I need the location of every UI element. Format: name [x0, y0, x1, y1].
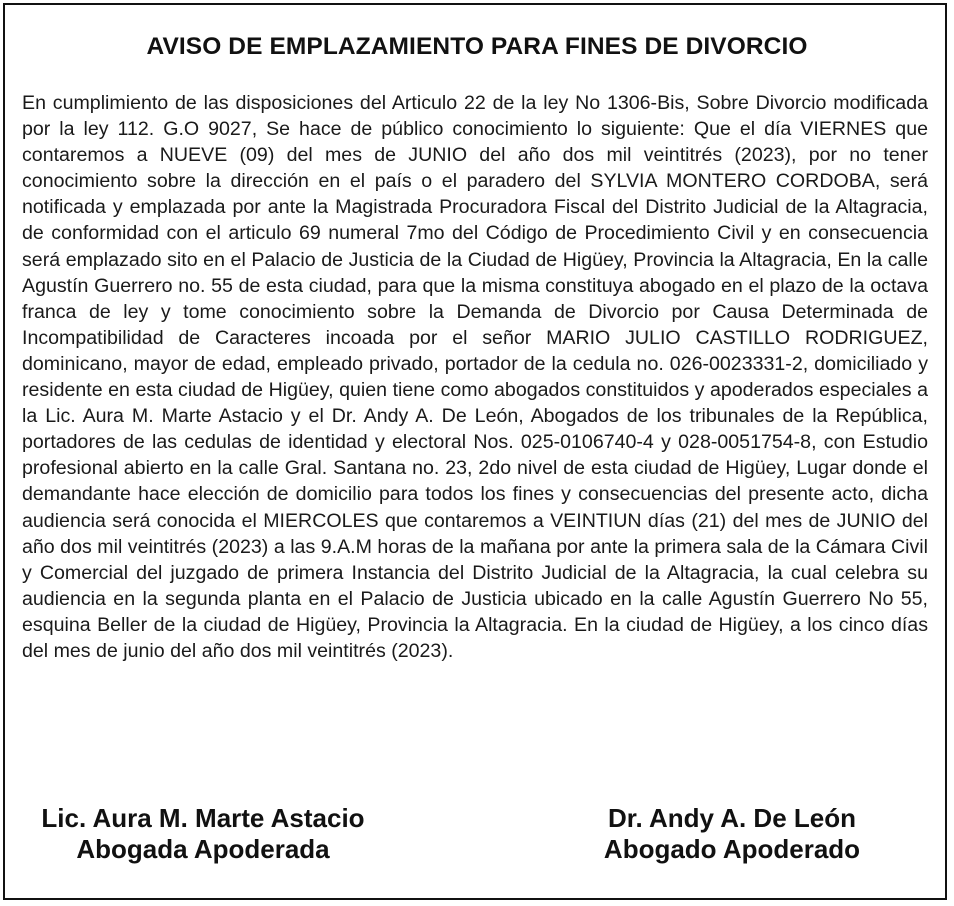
signature-role-right: Abogado Apoderado: [603, 834, 861, 864]
signature-role-left: Abogada Apoderada: [76, 834, 330, 864]
notice-frame: [3, 3, 947, 900]
signature-name-right: Dr. Andy A. De León: [608, 803, 856, 833]
notice-title: AVISO DE EMPLAZAMIENTO PARA FINES DE DIVORCIO: [146, 33, 808, 60]
signature-block-right: [553, 803, 911, 865]
notice-body: En cumplimiento de las disposiciones del Articulo 22 de la ley No 1306-Bis, Sobre Divorcio modificada por la ley 112. G.O 9027, Se hace de público conocimiento lo siguiente: Que el día VIERNES que contaremos a NUEVE (09) del mes de JUNIO del año dos mil veintitrés (2023), por no tener conocimiento sobre la dirección en el país o el paradero del SYLVIA MONTERO CORDOBA, será notificada y emplazada por ante la Magistrada Procuradora Fiscal del Distrito Judicial de la Altagracia, de conformidad con el articulo 69 numeral 7mo del Código de Procedimiento Civil y en consecuencia será emplazado sito en el Palacio de Justicia de la Ciudad de Higüey, Provincia la Altagracia, En la calle Agustín Guerrero no. 55 de esta ciudad, para que la misma constituya abogado en el plazo de la octava franca de ley y tome conocimiento sobre la Demanda de Divorcio por Causa Determinada de Incompatibilidad de Caracteres incoada por el señor MARIO JULIO CASTILLO RODRIGUEZ, dominicano, mayor de edad, empleado privado, portador de la cedula no. 026-0023331-2, domiciliado y residente en esta ciudad de Higüey, quien tiene como abogados constituidos y apoderados especiales a la Lic. Aura M. Marte Astacio y el Dr. Andy A. De León, Abogados de los tribunales de la República, portadores de las cedulas de identidad y electoral Nos. 025-0106740-4 y 028-0051754-8, con Estudio profesional abierto en la calle Gral. Santana no. 23, 2do nivel de esta ciudad de Higüey, Lugar donde el demandante hace elección de domicilio para todos los fines y consecuencias del presente acto, dicha audiencia será conocida el MIERCOLES que contaremos a VEINTIUN días (21) del mes de JUNIO del año dos mil veintitrés (2023) a las 9.A.M horas de la mañana por ante la primera sala de la Cámara Civil y Comercial del juzgado de primera Instancia del Distrito Judicial de la Altagracia, la cual celebra su audiencia en la segunda planta en el Palacio de Justicia ubicado en la calle Agustín Guerrero No 55, esquina Beller de la ciudad de Higüey, Provincia la Altagracia. En la ciudad de Higüey, a los cinco días del mes de junio del año dos mil veintitrés (2023).: [22, 92, 928, 662]
signature-block-left: [13, 803, 393, 865]
signature-name-left: Lic. Aura M. Marte Astacio: [41, 803, 365, 833]
